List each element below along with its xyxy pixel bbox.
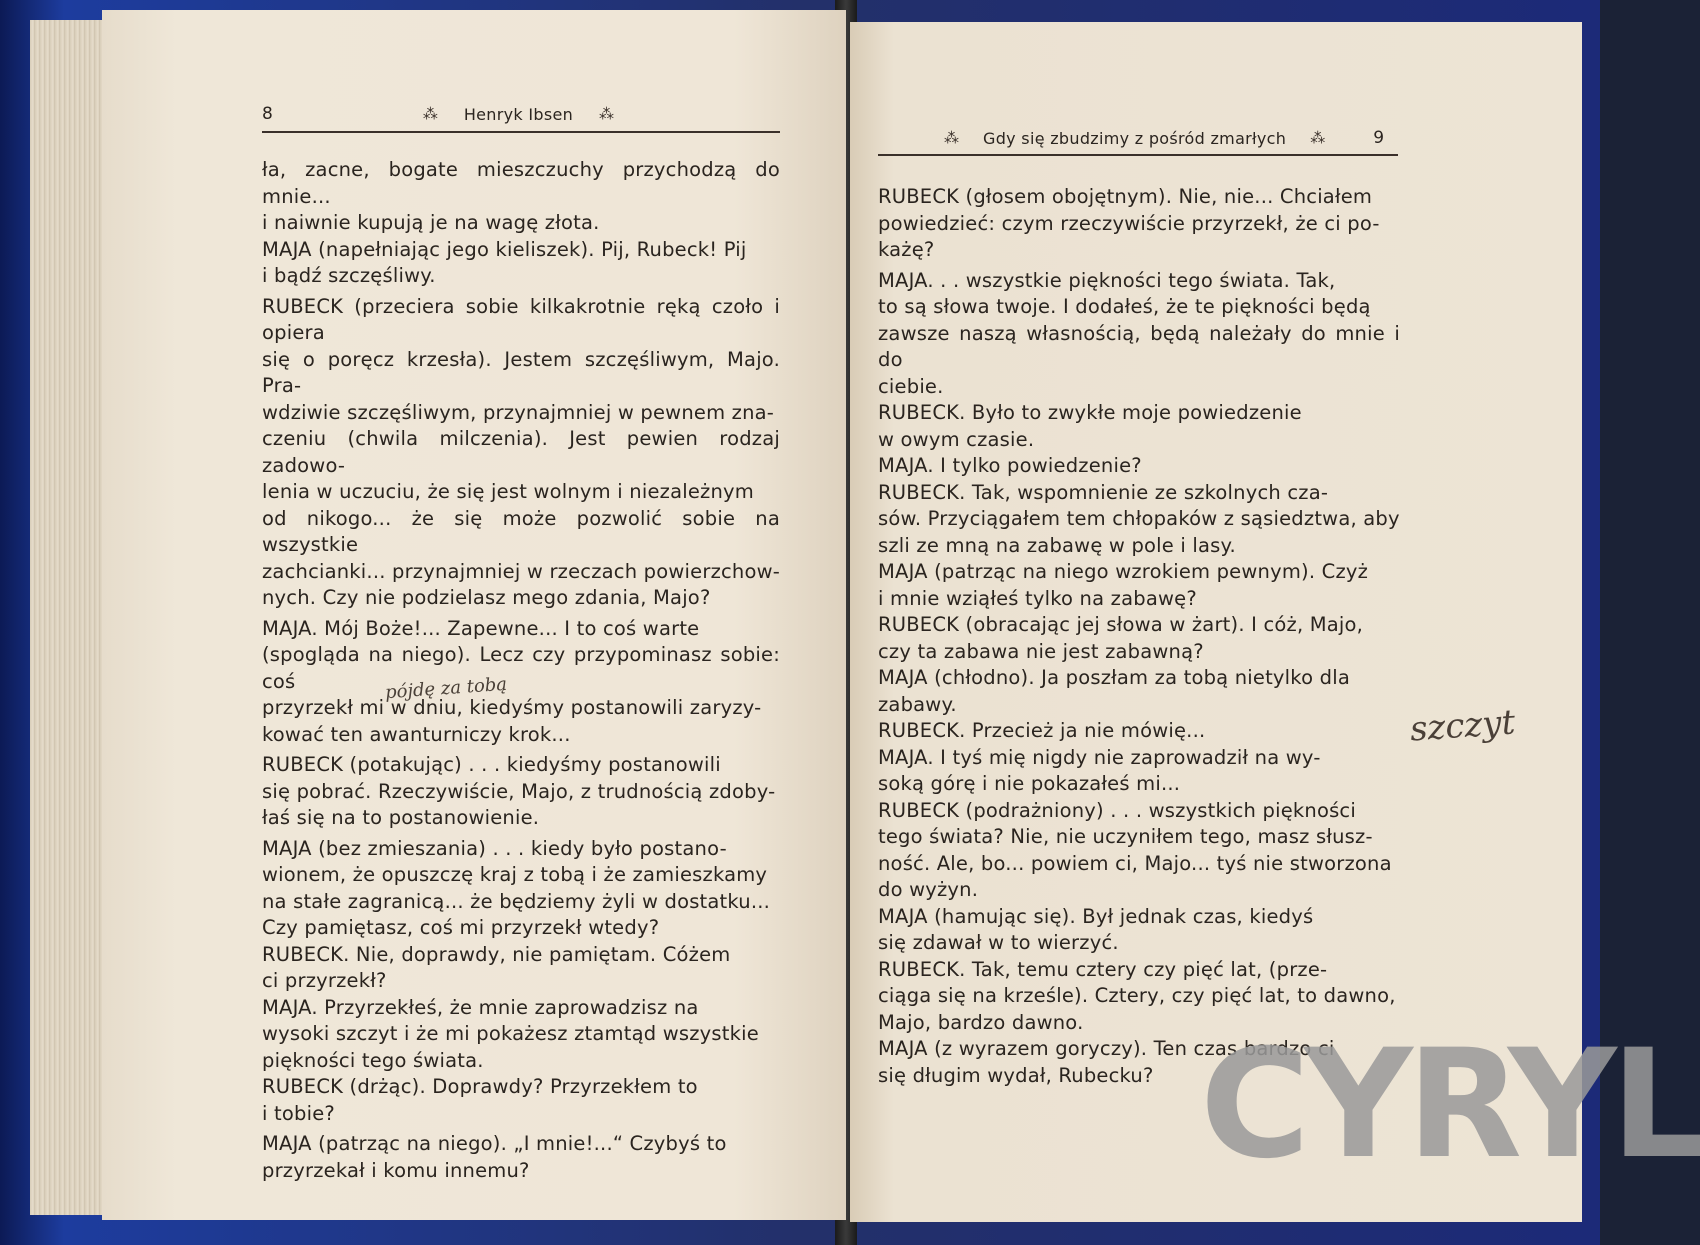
text-line: MAJA. Przyrzekłeś, że mnie zaprowadzisz na: [262, 995, 699, 1019]
text-line: RUBECK (głosem obojętnym). Nie, nie... Chciałem: [878, 185, 1373, 208]
text-line: soką górę i nie pokazałeś mi...: [878, 772, 1181, 795]
text-line: łaś się na to postanowienie.: [262, 806, 540, 829]
text-line: to są słowa twoje. I dodałeś, że te piękności będą: [878, 295, 1371, 318]
text-line: MAJA (bez zmieszania) . . . kiedy było postano-: [262, 836, 727, 860]
right-page-text: [878, 184, 1400, 1089]
text-line: się zdawał w to wierzyć.: [878, 931, 1119, 954]
ornament-icon: ⁂: [599, 105, 615, 123]
text-line: i bądź szczęśliwy.: [262, 264, 436, 287]
text-line: RUBECK (obracając jej słowa w żart). I cóż, Majo,: [878, 613, 1364, 636]
left-page: [102, 10, 846, 1220]
text-line: kować ten awanturniczy krok...: [262, 722, 571, 746]
text-line: czy ta zabawa nie jest zabawną?: [878, 639, 1204, 663]
text-line: nych. Czy nie podzielasz mego zdania, Majo?: [262, 586, 711, 609]
text-line: ła, zacne, bogate mieszczuchy przychodzą do mnie...: [262, 158, 780, 208]
text-line: i mnie wziąłeś tylko na zabawę?: [878, 586, 1197, 610]
text-line: zawsze naszą własnością, będą należały do mnie i do: [878, 321, 1400, 371]
text-line: MAJA. . . wszystkie piękności tego świata. Tak,: [878, 268, 1336, 292]
text-line: MAJA. I tylko powiedzenie?: [878, 454, 1142, 477]
text-line: RUBECK. Nie, doprawdy, nie pamiętam. Cóżem: [262, 942, 731, 966]
text-line: do wyżyn.: [878, 878, 979, 901]
text-line: wionem, że opuszczę kraj z tobą i że zamieszkamy: [262, 863, 768, 886]
left-page-text: [262, 157, 780, 1184]
text-line: na stałe zagranicą... że będziemy żyli w dostatku...: [262, 889, 771, 913]
text-line: RUBECK (potakując) . . . kiedyśmy postanowili: [262, 753, 721, 776]
text-line: RUBECK (przeciera sobie kilkakrotnie ręką czoło i opiera: [262, 294, 780, 344]
text-line: tego świata? Nie, nie uczyniłem tego, masz słusz-: [878, 825, 1373, 848]
text-line: czeniu (chwila milczenia). Jest pewien rodzaj zadowo-: [262, 427, 780, 477]
text-line: RUBECK. Tak, temu cztery czy pięć lat, (prze-: [878, 957, 1328, 981]
text-line: MAJA (patrząc na niego). „I mnie!...“ Czybyś to: [262, 1132, 727, 1155]
cyryl-watermark: [1200, 1018, 1700, 1192]
text-line: i tobie?: [262, 1101, 335, 1125]
text-line: wysoki szczyt i że mi pokażesz ztamtąd wszystkie: [262, 1022, 759, 1045]
text-line: się o poręcz krzesła). Jestem szczęśliwym, Majo. Pra-: [262, 347, 780, 397]
left-page-header: [262, 104, 614, 124]
text-line: RUBECK (podrażniony) . . . wszystkich piękności: [878, 798, 1356, 822]
right-page-header: [944, 128, 1384, 148]
text-line: RUBECK. Było to zwykłe moje powiedzenie: [878, 401, 1302, 424]
text-line: MAJA (z wyrazem goryczy). Ten czas bardzo ci: [878, 1037, 1335, 1060]
running-title: Gdy się zbudzimy z pośród zmarłych: [983, 128, 1287, 148]
text-line: zabawy.: [878, 692, 957, 716]
text-line: MAJA (napełniając jego kieliszek). Pij, Rubeck! Pij: [262, 237, 747, 261]
text-line: powiedzieć: czym rzeczywiście przyrzekł, że ci po-: [878, 211, 1380, 235]
text-line: ciąga się na krześle). Cztery, czy pięć lat, to dawno,: [878, 984, 1396, 1007]
text-line: lenia w uczuciu, że się jest wolnym i niezależnym: [262, 480, 754, 503]
header-rule: [262, 131, 780, 133]
text-line: RUBECK. Przecież ja nie mówię...: [878, 719, 1206, 742]
text-line: MAJA (patrząc na niego wzrokiem pewnym). Czyż: [878, 560, 1369, 583]
text-line: ciebie.: [878, 374, 944, 398]
text-line: MAJA. I tyś mię nigdy nie zaprowadził na wy-: [878, 745, 1321, 769]
text-line: przyrzekał i komu innemu?: [262, 1158, 530, 1182]
watermark-text: CYRYL: [1200, 1018, 1700, 1192]
page-edges: [30, 20, 110, 1215]
text-line: wdziwie szczęśliwym, przynajmniej w pewnem zna-: [262, 400, 775, 424]
text-line: sów. Przyciągałem tem chłopaków z sąsiedztwa, aby: [878, 507, 1400, 530]
text-line: MAJA. Mój Boże!... Zapewne... I to coś warte: [262, 616, 700, 640]
text-line: zachcianki... przynajmniej w rzeczach powierzchow-: [262, 559, 780, 583]
ornament-icon: ⁂: [944, 129, 959, 147]
text-line: MAJA (chłodno). Ja poszłam za tobą nietylko dla: [878, 666, 1350, 689]
text-line: piękności tego świata.: [262, 1048, 484, 1072]
running-title: Henryk Ibsen: [463, 104, 574, 124]
text-line: się długim wydał, Rubecku?: [878, 1063, 1154, 1087]
text-line: w owym czasie.: [878, 427, 1035, 451]
handwritten-annotation: szczyt: [1408, 702, 1517, 750]
text-line: i naiwnie kupują je na wagę złota.: [262, 211, 600, 234]
header-rule: [878, 154, 1398, 156]
text-line: RUBECK. Tak, wspomnienie ze szkolnych cza-: [878, 480, 1329, 504]
ornament-icon: ⁂: [1310, 129, 1326, 147]
text-line: MAJA (hamując się). Był jednak czas, kiedyś: [878, 904, 1314, 928]
page-number: 9: [1373, 128, 1385, 148]
text-line: od nikogo... że się może pozwolić sobie na wszystkie: [262, 506, 780, 556]
text-line: każę?: [878, 238, 935, 261]
text-line: RUBECK (drżąc). Doprawdy? Przyrzekłem to: [262, 1075, 698, 1098]
text-line: się pobrać. Rzeczywiście, Majo, z trudnością zdoby-: [262, 779, 776, 803]
text-line: ność. Ale, bo... powiem ci, Majo... tyś nie stworzona: [878, 851, 1392, 875]
text-line: ci przyrzekł?: [262, 969, 387, 992]
text-line: Czy pamiętasz, coś mi przyrzekł wtedy?: [262, 916, 660, 939]
text-line: (spogląda na niego). Lecz czy przypominasz sobie: coś: [262, 643, 780, 693]
text-line: przyrzekł mi w dniu, kiedyśmy postanowili zaryzy-: [262, 696, 762, 719]
text-line: Majo, bardzo dawno.: [878, 1010, 1084, 1034]
handwritten-annotation: pójdę za tobą: [384, 673, 508, 704]
text-line: szli ze mną na zabawę w pole i lasy.: [878, 533, 1236, 557]
page-number: 8: [262, 104, 273, 124]
ornament-icon: ⁂: [422, 105, 438, 123]
